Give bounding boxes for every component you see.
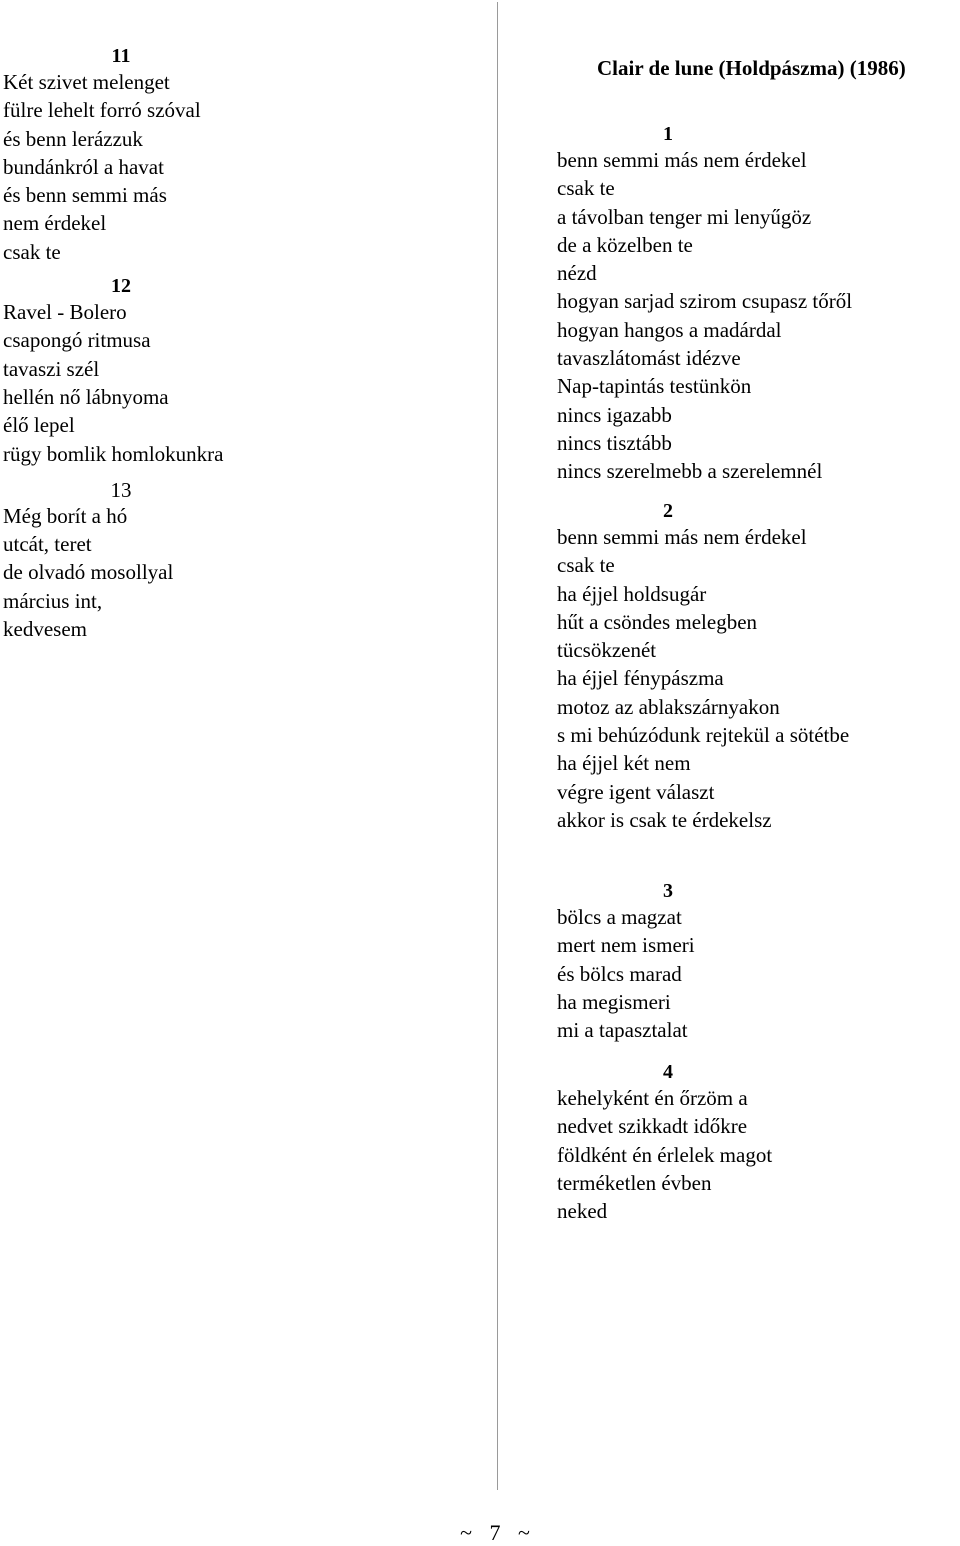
poem-line: utcát, teret (3, 532, 92, 557)
poem-line: nem érdekel (3, 211, 107, 236)
poem-line: hogyan sarjad szirom csupasz tőről (557, 289, 853, 314)
poem-line: nincs szerelmebb a szerelemnél (557, 459, 823, 484)
poem-line: akkor is csak te érdekelsz (557, 807, 772, 832)
poem-line: csak te (3, 239, 61, 264)
poem-line: Két szivet melenget (3, 70, 170, 94)
poem-line: hellén nő lábnyoma (3, 384, 169, 409)
poem-line: március int, (3, 588, 103, 613)
poem-11 (3, 44, 239, 266)
poem-line: tavaszlátomást idézve (557, 346, 741, 371)
poem-number: 11 (111, 45, 131, 67)
poem-line: kehelyként én őrzöm a (557, 1086, 748, 1110)
poem-line: nincs tisztább (557, 430, 672, 455)
poem-line: végre igent választ (557, 779, 715, 804)
poem-line: csak te (557, 553, 615, 578)
poem-line: hogyan hangos a madárdal (557, 317, 782, 342)
poem-number: 12 (111, 275, 131, 298)
poem-line: élő lepel (3, 413, 75, 438)
poem-number: 1 (663, 123, 673, 145)
poem-1 (557, 122, 852, 486)
poem-line: fülre lehelt forró szóval (3, 98, 201, 123)
poem-line: a távolban tenger mi lenyűgöz (557, 204, 812, 229)
poem-4 (557, 1060, 779, 1225)
poem-line: bölcs a magzat (557, 905, 682, 929)
poem-line: Még borít a hó (3, 503, 128, 528)
poem-line: bundánkról a havat (3, 154, 164, 179)
poem-line: földként én érlelek magot (557, 1142, 773, 1167)
poem-line: Ravel - Bolero (3, 300, 127, 325)
poem-line: de olvadó mosollyal (3, 560, 174, 585)
poem-line: nézd (557, 261, 597, 286)
poem-line: de a közelben te (557, 232, 693, 257)
poem-line: csak te (557, 176, 615, 201)
poem-line: rügy bomlik homlokunkra (3, 441, 224, 466)
poem-3 (557, 879, 779, 1044)
poem-line: kedvesem (3, 617, 87, 642)
poem-line: s mi behúzódunk rejtekül a sötétbe (557, 723, 850, 748)
poem-line: mi a tapasztalat (557, 1018, 688, 1043)
poem-line: ha éjjel holdsugár (557, 581, 707, 606)
poem-line: mert nem ismeri (557, 933, 695, 958)
poem-13 (3, 478, 239, 643)
left-column (3, 44, 239, 645)
poem-number: 3 (663, 880, 673, 902)
column-divider (497, 2, 498, 1490)
poem-line: nincs igazabb (557, 402, 672, 427)
poem-line: nedvet szikkadt időkre (557, 1114, 748, 1139)
poem-line: csapongó ritmusa (3, 328, 151, 353)
poem-line: ha megismeri (557, 989, 671, 1014)
poem-line: ha éjjel fénypászma (557, 666, 724, 691)
cycle-title: Clair de lune (Holdpászma) (1986) (597, 56, 906, 80)
poem-2 (557, 499, 849, 834)
poem-12 (3, 274, 239, 468)
page-number: ~ 7 ~ (460, 1520, 536, 1545)
poem-line: tavaszi szél (3, 356, 100, 381)
poem-line: terméketlen évben (557, 1170, 712, 1195)
poem-line: Nap-tapintás testünkön (557, 374, 752, 399)
poem-line: motoz az ablakszárnyakon (557, 694, 780, 719)
poem-number: 2 (663, 500, 673, 522)
poem-line: benn semmi más nem érdekel (557, 148, 807, 172)
poem-line: és bölcs marad (557, 961, 682, 986)
poem-line: tücsökzenét (557, 638, 657, 663)
poem-line: benn semmi más nem érdekel (557, 525, 807, 549)
poem-line: és benn semmi más (3, 183, 167, 208)
poem-line: neked (557, 1199, 608, 1224)
poem-line: és benn lerázzuk (3, 126, 143, 151)
poem-number: 13 (110, 477, 132, 502)
poem-number: 4 (663, 1061, 673, 1083)
poem-line: ha éjjel két nem (557, 751, 691, 776)
poem-line: hűt a csöndes melegben (557, 609, 758, 634)
